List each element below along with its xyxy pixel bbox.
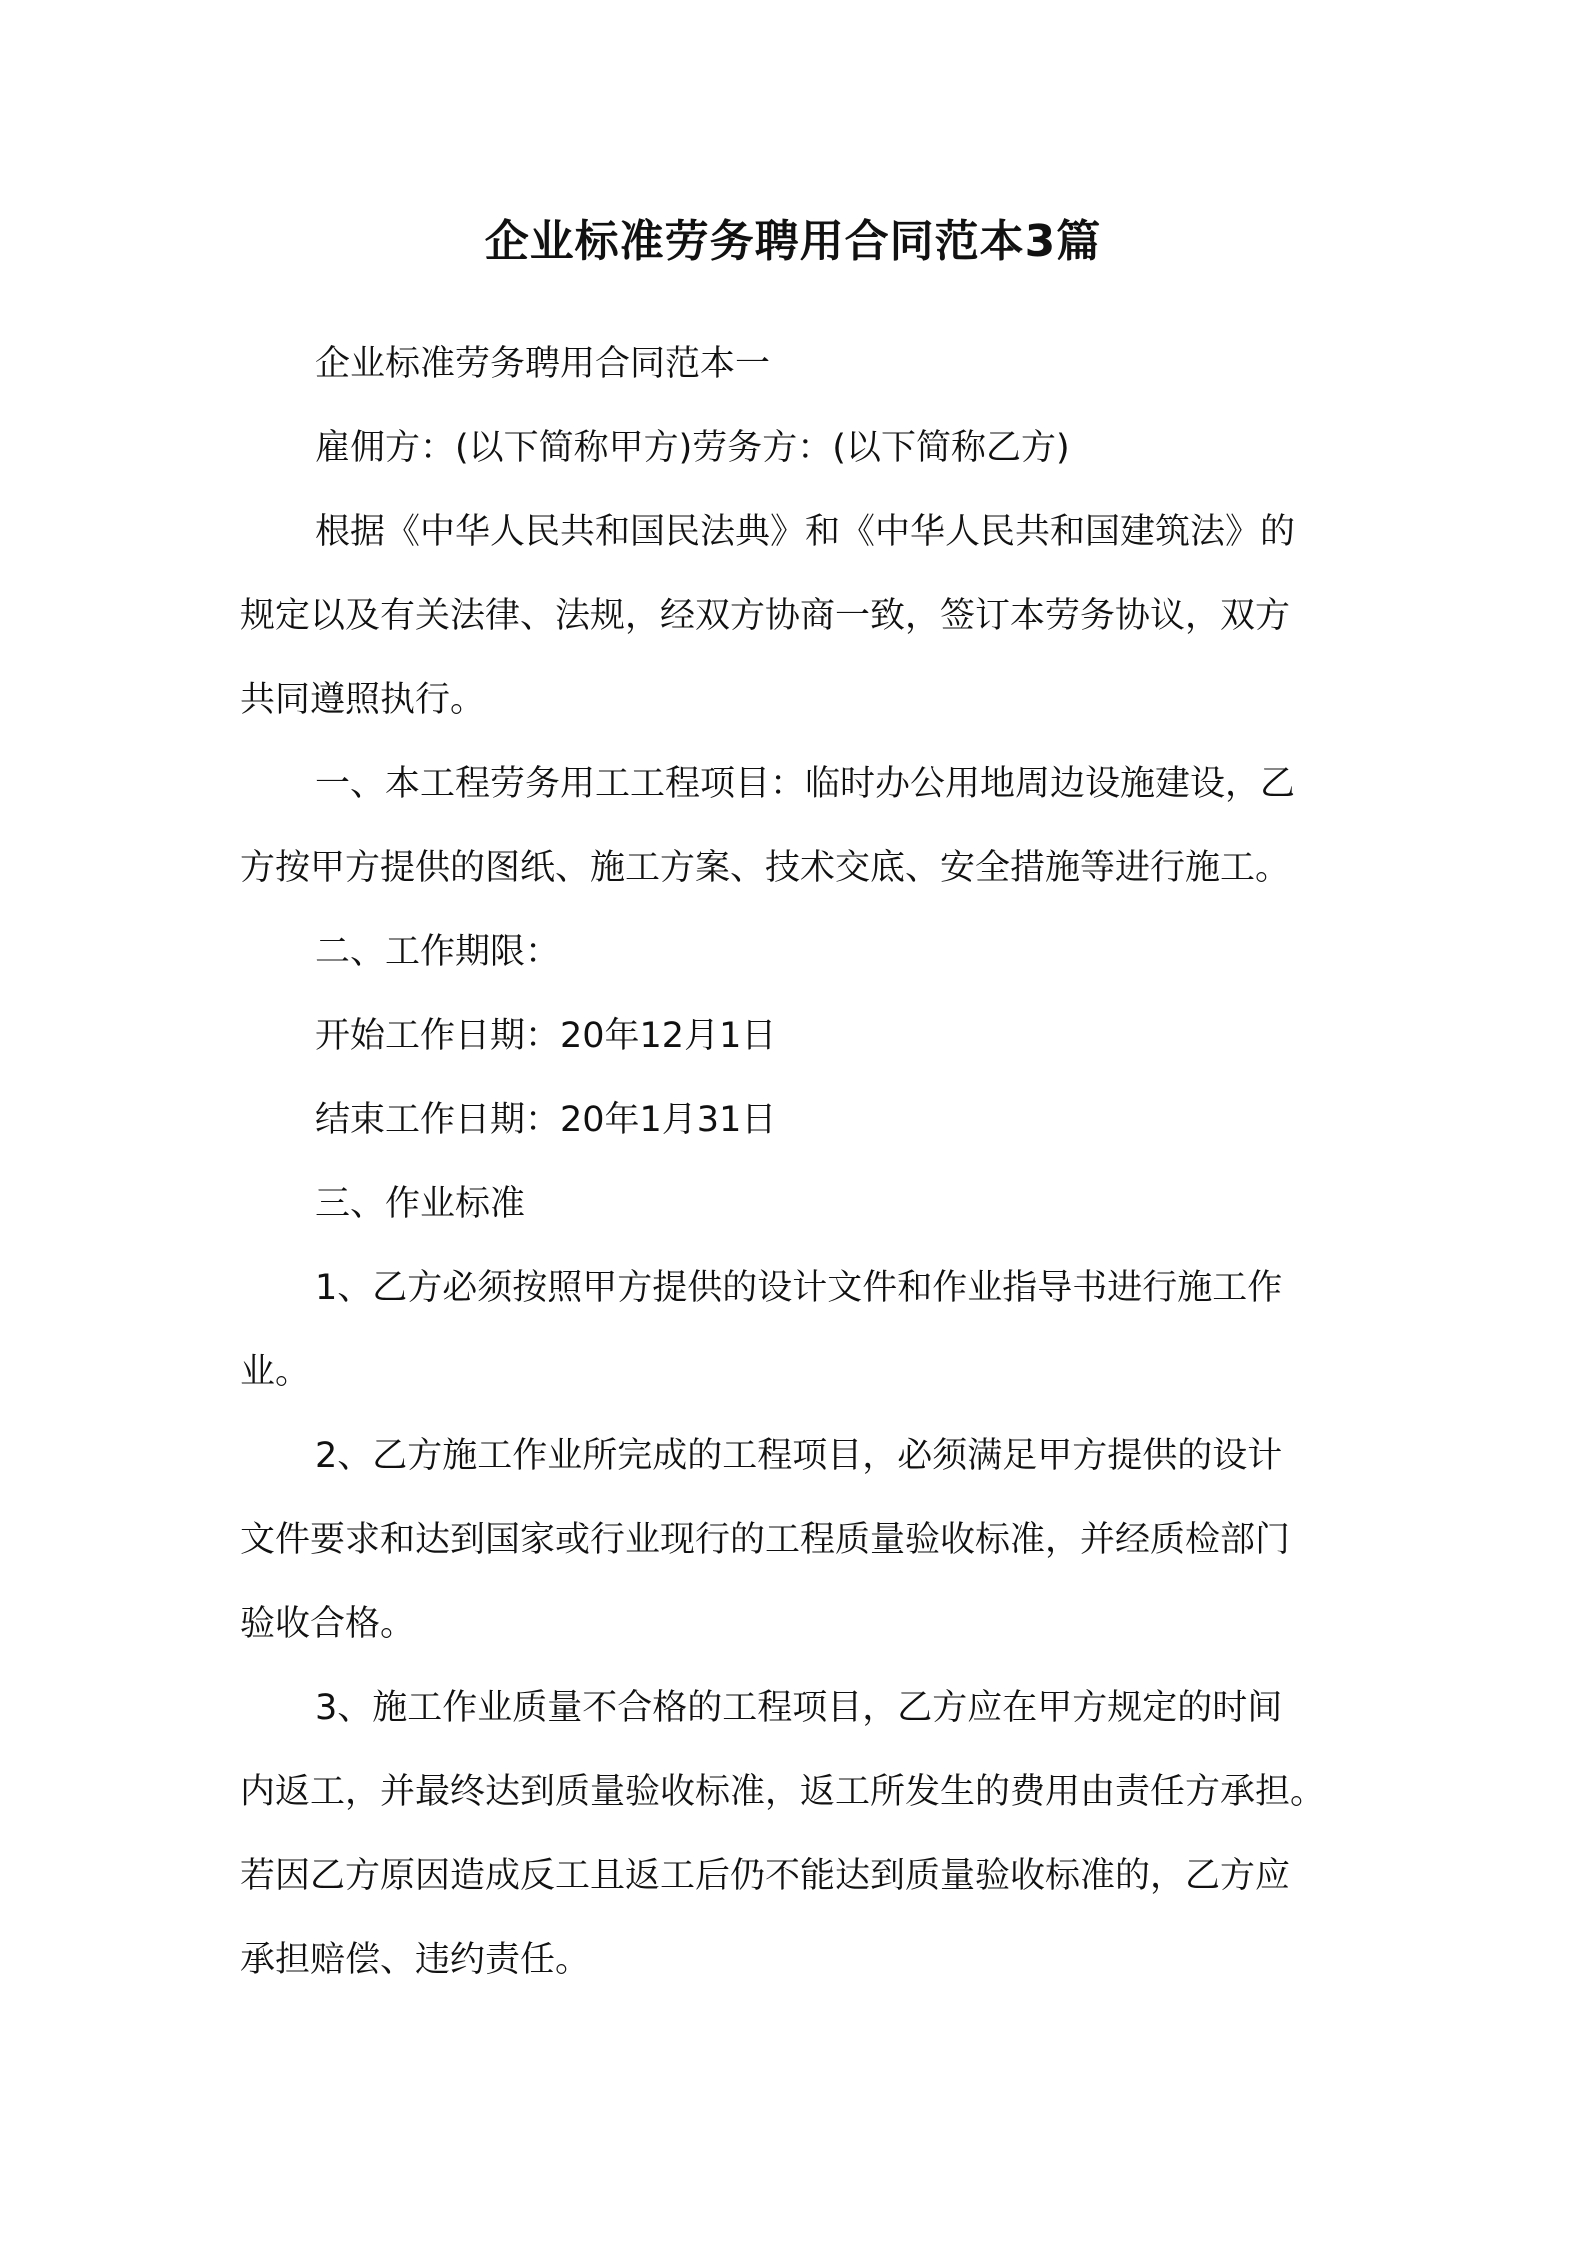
paragraph (240, 910, 1346, 994)
paragraph-line: 文件要求和达到国家或行业现行的工程质量验收标准，并经质检部门 (240, 1520, 1291, 1560)
paragraph-line: 若因乙方原因造成反工且返工后仍不能达到质量验收标准的，乙方应 (240, 1856, 1291, 1896)
paragraph-line: 业。 (240, 1352, 311, 1392)
paragraph-line: 规定以及有关法律、法规，经双方协商一致，签订本劳务协议，双方 (240, 596, 1291, 636)
paragraph-line: 结束工作日期：20年1月31日 (315, 1100, 777, 1140)
paragraph-line: 承担赔偿、违约责任。 (240, 1940, 591, 1980)
paragraph (240, 994, 1346, 1078)
paragraph (240, 322, 1346, 406)
paragraph-line: 根据《中华人民共和国民法典》和《中华人民共和国建筑法》的 (315, 512, 1296, 552)
paragraph (240, 406, 1346, 490)
paragraph (240, 1414, 1346, 1666)
paragraph (240, 1666, 1346, 2002)
paragraph-line: 方按甲方提供的图纸、施工方案、技术交底、安全措施等进行施工。 (240, 848, 1291, 888)
paragraph-line: 共同遵照执行。 (240, 680, 486, 720)
paragraph-line: 二、工作期限： (315, 932, 561, 972)
document-body (240, 322, 1346, 2002)
paragraph-line: 验收合格。 (240, 1604, 416, 1644)
paragraph-line: 1、乙方必须按照甲方提供的设计文件和作业指导书进行施工作 (315, 1268, 1283, 1308)
paragraph-line: 3、施工作业质量不合格的工程项目，乙方应在甲方规定的时间 (315, 1688, 1283, 1728)
paragraph (240, 1162, 1346, 1246)
paragraph (240, 1246, 1346, 1414)
paragraph-line: 内返工，并最终达到质量验收标准，返工所发生的费用由责任方承担。 (240, 1772, 1326, 1812)
paragraph-line: 2、乙方施工作业所完成的工程项目，必须满足甲方提供的设计 (315, 1436, 1283, 1476)
paragraph-line: 开始工作日期：20年12月1日 (315, 1016, 777, 1056)
document-title: 企业标准劳务聘用合同范本3篇 (484, 216, 1102, 267)
paragraph (240, 742, 1346, 910)
paragraph-line: 一、本工程劳务用工工程项目：临时办公用地周边设施建设，乙 (315, 764, 1296, 804)
paragraph (240, 490, 1346, 742)
paragraph-line: 企业标准劳务聘用合同范本一 (315, 344, 771, 384)
paragraph-line: 雇佣方：(以下简称甲方)劳务方：(以下简称乙方) (315, 428, 1070, 468)
paragraph-line: 三、作业标准 (315, 1184, 526, 1224)
paragraph (240, 1078, 1346, 1162)
